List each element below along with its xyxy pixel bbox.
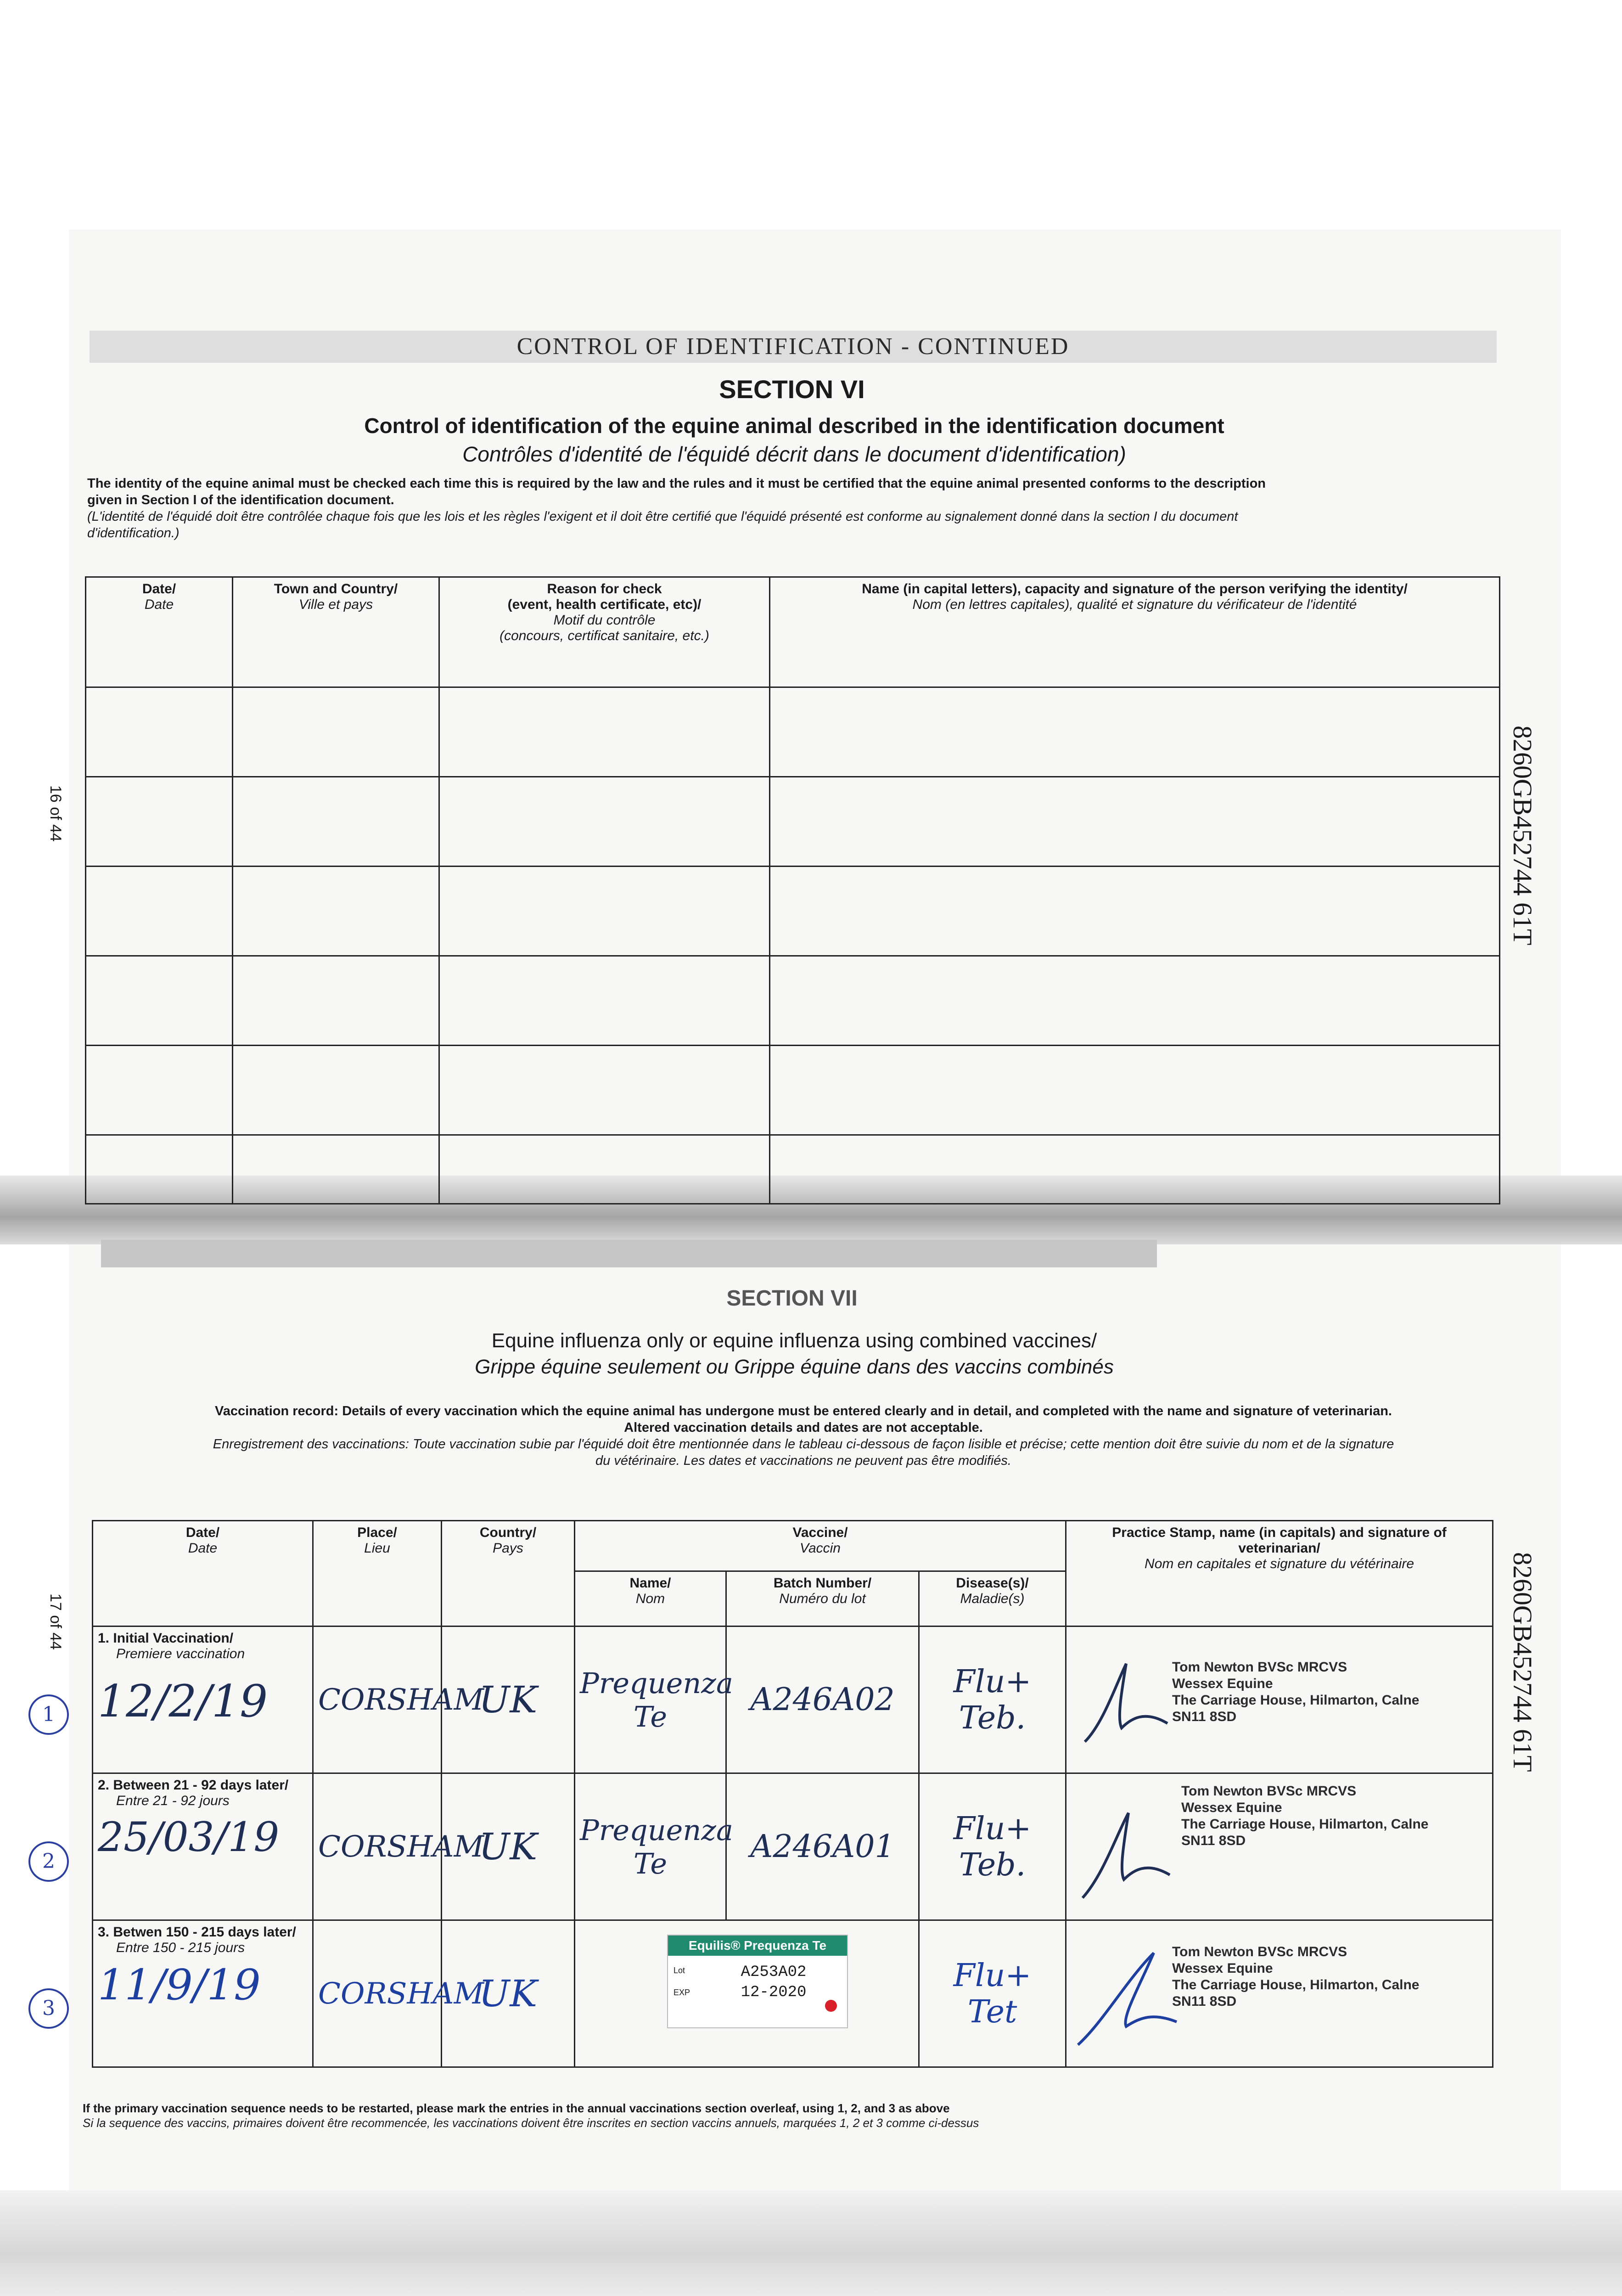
place-value[interactable]: CORSHAM	[313, 1920, 442, 2067]
cell[interactable]	[770, 687, 1500, 777]
vet-stamp: Tom Newton BVSc MRCVS Wessex Equine The Carriage House, Hilmarton, Calne SN11 8SD	[1172, 1944, 1420, 2009]
intro-fr-line2: d'identification.)	[87, 526, 180, 540]
section-banner: CONTROL OF IDENTIFICATION - CONTINUED	[90, 331, 1497, 363]
disease-value[interactable]: Flu+ Teb.	[919, 1773, 1066, 1920]
margin-number-2: 2	[28, 1841, 69, 1882]
cell[interactable]	[86, 956, 233, 1046]
place-value[interactable]: CORSHAM	[313, 1773, 442, 1920]
vet-stamp: Tom Newton BVSc MRCVS Wessex Equine The Carriage House, Hilmarton, Calne SN11 8SD	[1181, 1784, 1429, 1848]
cell[interactable]	[770, 1046, 1500, 1135]
footnote-en: If the primary vaccination sequence needs to be restarted, please mark the entries in the annual vaccinations section overleaf, using 1, 2, and 3 as above	[83, 2101, 950, 2115]
cell[interactable]	[439, 1135, 770, 1204]
intro-en-line1: The identity of the equine animal must be checked each time this is required by the law and the rules and it must be certified that the equine animal presented conforms to the description	[87, 476, 1266, 491]
margin-number-3: 3	[28, 1988, 69, 2029]
cell[interactable]	[770, 867, 1500, 956]
table-row	[93, 1626, 1493, 1773]
country-value[interactable]: UK	[442, 1920, 575, 2067]
row-label-second: 2. Between 21 - 92 days later/ Entre 21 - 92 jours 25/03/19	[93, 1773, 313, 1920]
section-vii-title: SECTION VII	[726, 1286, 858, 1311]
sticker-lot: A253A02	[741, 1964, 807, 1981]
cell[interactable]	[233, 687, 439, 777]
identity-check-table	[85, 576, 1500, 1204]
intro2-en-line1: Vaccination record: Details of every vaccination which the equine animal has undergone must be entered clearly and in detail, and completed with the name and signature of veterinarian.	[215, 1404, 1392, 1418]
disease-value[interactable]: Flu+ Teb.	[919, 1626, 1066, 1773]
side-id-code-upper: 8260GB452744 61T	[1508, 726, 1538, 945]
cell[interactable]	[439, 1046, 770, 1135]
cell[interactable]	[86, 687, 233, 777]
table-row	[86, 1046, 1500, 1135]
cell[interactable]	[233, 1135, 439, 1204]
cell[interactable]	[439, 956, 770, 1046]
cell[interactable]	[770, 956, 1500, 1046]
side-id-code-lower: 8260GB452744 61T	[1508, 1552, 1538, 1772]
sticker-lot-label: Lot	[673, 1966, 685, 1975]
intro2-en-line2: Altered vaccination details and dates are not acceptable.	[624, 1420, 983, 1435]
cell[interactable]	[86, 1135, 233, 1204]
page-number-16: 16 of 44	[47, 785, 64, 842]
place-value[interactable]: CORSHAM	[313, 1626, 442, 1773]
cell[interactable]	[233, 867, 439, 956]
cell[interactable]	[86, 867, 233, 956]
footnote-fr: Si la sequence des vaccins, primaires doivent être recommencée, les vaccinations doivent être inscrites en section vaccins annuels, marquées 1, 2 et 3 comme ci-dessus	[83, 2116, 979, 2130]
intro2-fr-line2: du vétérinaire. Les dates et vaccinations ne peuvent pas être modifiés.	[595, 1453, 1011, 1468]
cell[interactable]	[439, 867, 770, 956]
sticker-brand: Equilis® Prequenza Te	[668, 1936, 847, 1956]
cell[interactable]	[439, 687, 770, 777]
vacc-col-disease: Disease(s)/ Maladie(s)	[919, 1571, 1066, 1626]
vacc-col-name: Name/ Nom	[575, 1571, 726, 1626]
intro-fr-line1: (L'identité de l'équidé doit être contrôlée chaque fois que les lois et les règles l'exigent et il doit être certifié que l'équidé présenté est conforme au signalement donné dans la section I du document	[87, 509, 1238, 524]
cell[interactable]	[233, 956, 439, 1046]
batch-value[interactable]: A246A02	[726, 1626, 919, 1773]
sticker-exp-label: EXP	[673, 1988, 690, 1997]
stamp-cell[interactable]	[1066, 1920, 1493, 2067]
signature-mark	[1076, 1654, 1177, 1746]
page2-footnote	[83, 2101, 1506, 2130]
section-vi-title: SECTION VI	[719, 375, 865, 404]
margin-number-1: 1	[28, 1694, 69, 1735]
vaccination-table	[92, 1520, 1493, 2068]
vacc-col-vaccine: Vaccine/ Vaccin	[575, 1521, 1066, 1571]
sticker-exp: 12-2020	[741, 1984, 807, 2001]
col-verifier: Name (in capital letters), capacity and signature of the person verifying the identity/ Nom (en lettres capitales), qualité et signature du vérificateur de l'identité	[770, 577, 1500, 687]
bottom-shadow	[0, 2190, 1622, 2296]
vet-stamp: Tom Newton BVSc MRCVS Wessex Equine The Carriage House, Hilmarton, Calne SN11 8SD	[1172, 1660, 1420, 1724]
col-date: Date/ Date	[86, 577, 233, 687]
page2-intro	[92, 1403, 1515, 1469]
stamp-cell[interactable]	[1066, 1626, 1493, 1773]
vaccine-name-value[interactable]: Prequenza Te	[575, 1773, 726, 1920]
table-row	[86, 956, 1500, 1046]
cell[interactable]	[233, 777, 439, 867]
vaccine-sticker	[667, 1935, 848, 2028]
disease-value[interactable]: Flu+ Tet	[919, 1920, 1066, 2067]
page-number-17: 17 of 44	[47, 1593, 64, 1650]
table-row	[86, 777, 1500, 867]
vacc-col-country: Country/ Pays	[442, 1521, 575, 1626]
col-town: Town and Country/ Ville et pays	[233, 577, 439, 687]
intro2-fr-line1: Enregistrement des vaccinations: Toute vaccination subie par l'équidé doit être mentionnée dans le tableau ci-dessous de façon lisible et précise; cette mention doit être suivie du nom et de la signature	[213, 1437, 1394, 1452]
vacc-col-place: Place/ Lieu	[313, 1521, 442, 1626]
vaccine-sticker-cell[interactable]	[575, 1920, 919, 2067]
cell[interactable]	[233, 1046, 439, 1135]
batch-value[interactable]: A246A01	[726, 1773, 919, 1920]
table-row	[93, 1773, 1493, 1920]
cell[interactable]	[86, 777, 233, 867]
date-value[interactable]: 11/9/19	[98, 1960, 261, 2009]
page1-title-fr: Contrôles d'identité de l'équidé décrit dans le document d'identification)	[462, 442, 1126, 466]
vaccine-name-value[interactable]: Prequenza Te	[575, 1626, 726, 1773]
table-row	[93, 1920, 1493, 2067]
date-value[interactable]: 25/03/19	[98, 1813, 280, 1861]
date-value[interactable]: 12/2/19	[98, 1676, 268, 1727]
vacc-header-row-1	[93, 1521, 1493, 1571]
cell[interactable]	[770, 1135, 1500, 1204]
country-value[interactable]: UK	[442, 1626, 575, 1773]
signature-mark	[1076, 1801, 1177, 1902]
col-reason: Reason for check (event, health certificate, etc)/ Motif du contrôle (concours, certificat sanitaire, etc.)	[439, 577, 770, 687]
cell[interactable]	[439, 777, 770, 867]
intro-en-line2: given in Section I of the identification document.	[87, 493, 394, 507]
page2-title-fr: Grippe équine seulement ou Grippe équine dans des vaccins combinés	[475, 1356, 1114, 1378]
vacc-col-batch: Batch Number/ Numéro du lot	[726, 1571, 919, 1626]
table-row	[86, 687, 1500, 777]
page1-title-en: Control of identification of the equine animal described in the identification document	[364, 414, 1224, 438]
table-row	[86, 1135, 1500, 1204]
page2-title-en: Equine influenza only or equine influenza using combined vaccines/	[491, 1329, 1097, 1352]
country-value[interactable]: UK	[442, 1773, 575, 1920]
cell[interactable]	[86, 1046, 233, 1135]
row-label-initial: 1. Initial Vaccination/ Premiere vaccination 12/2/19	[93, 1626, 313, 1773]
cell[interactable]	[770, 777, 1500, 867]
vacc-col-stamp: Practice Stamp, name (in capitals) and signature of veterinarian/ Nom en capitales et signature du vétérinaire	[1066, 1521, 1493, 1626]
section-vii-banner	[101, 1240, 1157, 1267]
table-header-row	[86, 577, 1500, 687]
signature-mark	[1071, 1944, 1181, 2049]
row-label-third: 3. Betwen 150 - 215 days later/ Entre 150 - 215 jours 11/9/19	[93, 1920, 313, 2067]
vacc-col-date: Date/ Date	[93, 1521, 313, 1626]
table-row	[86, 867, 1500, 956]
page1-intro	[87, 475, 1510, 541]
stamp-cell[interactable]	[1066, 1773, 1493, 1920]
sticker-red-dot	[825, 2000, 837, 2012]
